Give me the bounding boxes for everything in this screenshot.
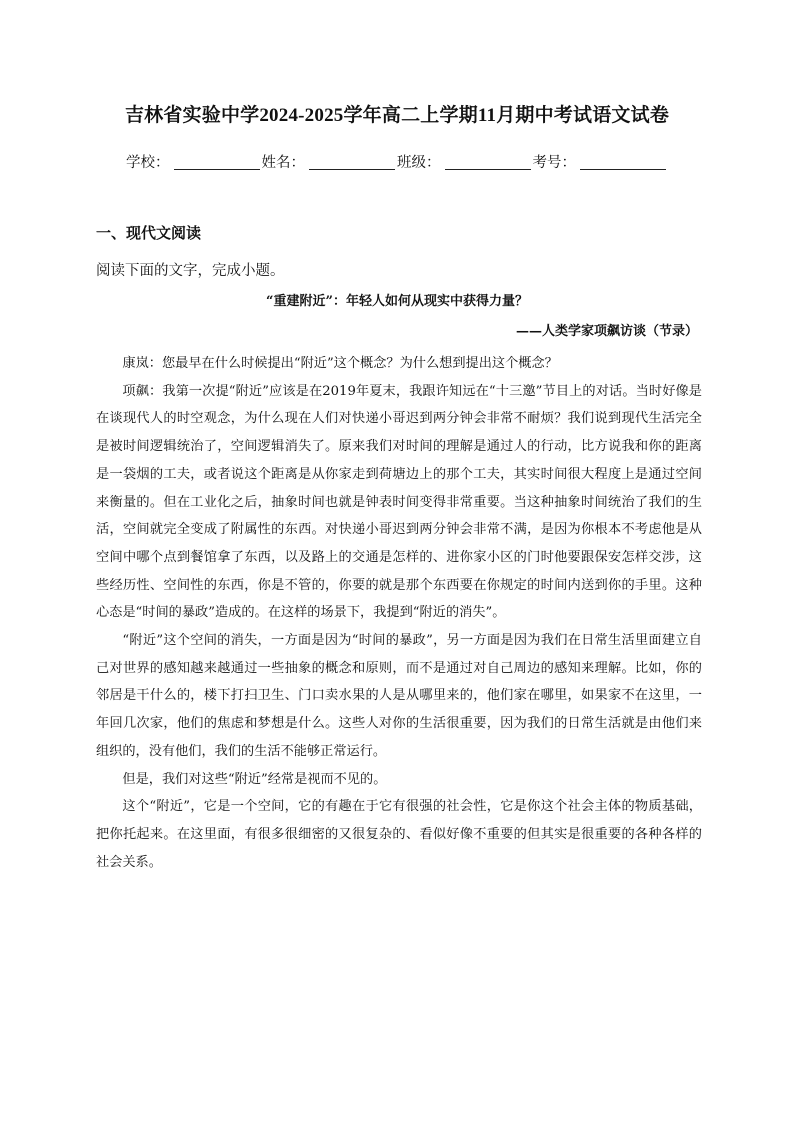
student-info-row [0,151,794,172]
name-field [262,151,398,172]
section-heading: 一、现代文阅读 [96,224,202,242]
paragraph: 但是，我们对这些“附近”经常是视而不见的。 [122,771,387,787]
article-body [96,350,702,876]
class-field [397,151,533,172]
name-label: 姓名： [261,155,305,171]
article-source: ——人类学家项飙访谈（节录） [515,324,698,339]
paragraph: 这个“附近”，它是一个空间，它的有趣在于它有很强的社会性，它是你这个社会主体的物质基础，把你托起来。在这里面，有很多很细密的又很复杂的、看似好像不重要的但其实是很重要的各种各样的社会关系。 [96,799,702,870]
article-title: “重建附近”：年轻人如何从现实中获得力量？ [266,294,528,309]
class-blank [445,155,531,170]
school-label: 学校： [126,155,170,171]
name-blank [309,155,395,170]
class-label: 班级： [397,155,441,171]
exam-title: 吉林省实验中学2024-2025学年高二上学期11月期中考试语文试卷 [124,105,670,126]
exam-number-label: 考号： [532,155,576,171]
school-field [126,151,262,172]
school-blank [174,155,260,170]
exam-number-field [533,151,669,172]
paragraph: “附近”这个空间的消失，一方面是因为“时间的暴政”，另一方面是因为我们在日常生活里面建立自己对世界的感知越来越通过一些抽象的概念和原则，而不是通过对自己周边的感知来理解。比如，你的邻居是干什么的，楼下打扫卫生、门口卖水果的人是从哪里来的，他们家在哪里，如果家不在这里，一年回几次家，他们的焦虑和梦想是什么。这些人对你的生活很重要，因为我们的日常生活就是由他们来组织的，没有他们，我们的生活不能够正常运行。 [96,633,702,759]
exam-number-blank [580,155,666,170]
reading-instruction: 阅读下面的文字，完成小题。 [96,263,285,279]
paragraph: 康岚：您最早在什么时候提出“附近”这个概念？为什么想到提出这个概念？ [122,356,558,371]
paragraph: 项飙：我第一次提“附近”应该是在2019年夏末，我跟许知远在“十三邀”节目上的对话。当时好像是在谈现代人的时空观念，为什么现在人们对快递小哥迟到两分钟会非常不耐烦？我们说到现代生活完全是被时间逻辑统治了，空间逻辑消失了。原来我们对时间的理解是通过人的行动，比方说我和你的距离是一袋烟的工夫，或者说这个距离是从你家走到荷塘边上的那个工夫，其实时间很大程度上是通过空间来衡量的。但在工业化之后，抽象时间也就是钟表时间变得非常重要。当这种抽象时间统治了我们的生活，空间就完全变成了附属性的东西。对快递小哥迟到两分钟会非常不满，是因为你根本不考虑他是从空间中哪个点到餐馆拿了东西，以及路上的交通是怎样的、进你家小区的门时他要跟保安怎样交涉，这些经历性、空间性的东西，你是不管的，你要的就是那个东西要在你规定的时间内送到你的手里。这种心态是“时间的暴政”造成的。在这样的场景下，我提到“附近的消失”。 [96,383,702,621]
